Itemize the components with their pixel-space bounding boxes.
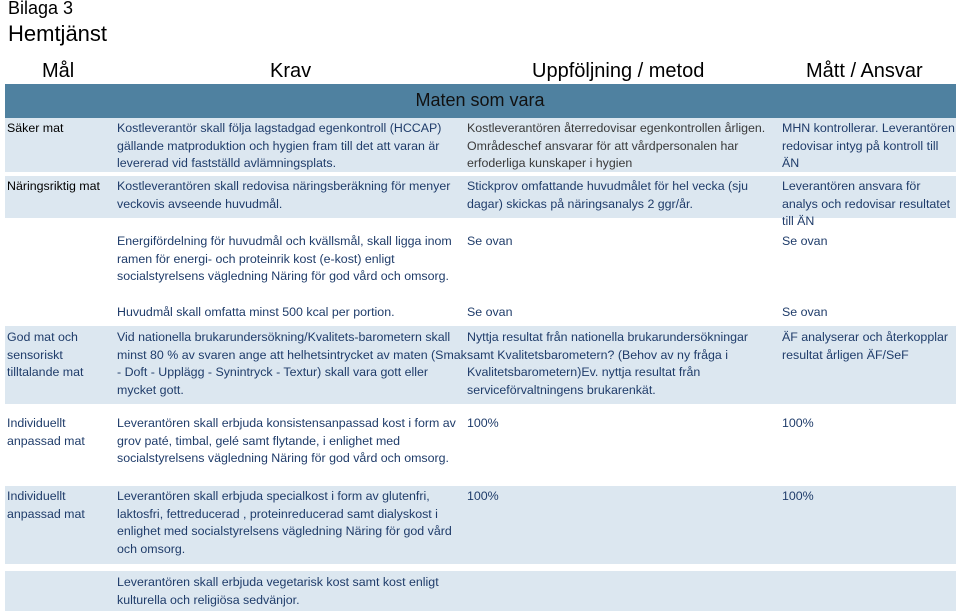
- measure-cell: Se ovan: [782, 305, 828, 319]
- requirement-cell: Leverantören skall erbjuda vegetarisk kost samt kost enligt kulturella och religiösa sedvänjor.: [117, 575, 439, 607]
- section-title: Maten som vara: [415, 90, 545, 110]
- goal-cell: Näringsriktig mat: [7, 179, 100, 193]
- table-row: [5, 302, 956, 324]
- column-header-measure: Mått / Ansvar: [806, 60, 923, 82]
- goal-cell: Individuellt anpassad mat: [7, 416, 85, 448]
- followup-cell: Kostleverantören återredovisar egenkontrollen årligen. Områdeschef ansvarar för att vårdpersonalen har erfoderliga kunskaper i hygien: [467, 121, 766, 170]
- requirement-cell: Leverantören skall erbjuda konsistensanpassad kost i form av grov paté, timbal, gelé samt flytande, i enlighet med socialstyrelsens vägledning Näring för god vård och omsorg.: [117, 416, 456, 465]
- followup-cell: Stickprov omfattande huvudmålet för hel vecka (sju dagar) skickas på näringsanalys 2 ggr/år.: [467, 179, 748, 211]
- goal-cell: Individuellt anpassad mat: [7, 489, 85, 521]
- table-row: [5, 176, 956, 228]
- measure-cell: 100%: [782, 489, 814, 503]
- followup-cell: 100%: [467, 489, 499, 503]
- requirement-cell: Kostleverantören skall redovisa näringsberäkning för menyer veckovis avseende huvudmål.: [117, 179, 451, 211]
- requirement-cell: Huvudmål skall omfatta minst 500 kcal per portion.: [117, 305, 395, 319]
- column-header-requirement: Krav: [270, 60, 312, 82]
- column-header-followup: Uppföljning / metod: [532, 60, 705, 82]
- followup-cell: Se ovan: [467, 234, 513, 248]
- measure-cell: MHN kontrollerar. Leverantören redovisar intyg på kontroll till ÄN: [782, 121, 955, 170]
- table-row: [5, 231, 956, 289]
- followup-cell: Se ovan: [467, 305, 513, 319]
- table-row: [5, 412, 956, 474]
- requirement-cell: Kostleverantör skall följa lagstadgad egenkontroll (HCCAP) gällande matproduktion och hygien fram till det att varan är levererad vid fastställd avlämningsplats.: [117, 121, 442, 170]
- measure-cell: Leverantören ansvara för analys och redovisar resultatet till ÄN: [782, 179, 951, 228]
- measure-cell: Se ovan: [782, 234, 828, 248]
- requirement-cell: Energifördelning för huvudmål och kvällsmål, skall ligga inom ramen för energi- och proteinrik kost (e-kost) enligt socialstyrelsens vägledning Näring för god vård och omsorg.: [117, 234, 452, 283]
- requirement-cell: Vid nationella brukarundersökning/Kvalitets-barometern skall minst 80 % av svaren ange att helhetsintrycket av maten (Smak - Doft - Upplägg - Synintryck - Textur) skall vara gott eller mycket gott.: [117, 330, 467, 397]
- appendix-label: Bilaga 3: [8, 0, 74, 18]
- goal-cell: God mat och sensoriskt tilltalande mat: [7, 330, 84, 379]
- table-row: [5, 118, 956, 172]
- followup-cell: 100%: [467, 416, 499, 430]
- followup-cell: Nyttja resultat från nationella brukarundersökningar samt Kvalitetsbarometern? (Behov av ny fråga i Kvalitetsbarometern)Ev. nyttja resultat från serviceförvaltningens brukarenkät.: [467, 330, 749, 397]
- table-row: [5, 326, 956, 404]
- measure-cell: 100%: [782, 416, 814, 430]
- page-title: Hemtjänst: [8, 21, 108, 46]
- table-row: [5, 486, 956, 564]
- requirement-cell: Leverantören skall erbjuda specialkost i form av glutenfri, laktosfri, fettreducerad , proteinreducerad samt dialyskost i enlighet med socialstyrelsens vägledning Näring för god vård och omsorg.: [117, 489, 452, 556]
- table-row: [5, 571, 956, 611]
- column-header-goal: Mål: [42, 60, 75, 82]
- goal-cell: Säker mat: [7, 121, 64, 135]
- measure-cell: ÄF analyserar och återkopplar resultat årligen ÄF/SeF: [782, 330, 948, 362]
